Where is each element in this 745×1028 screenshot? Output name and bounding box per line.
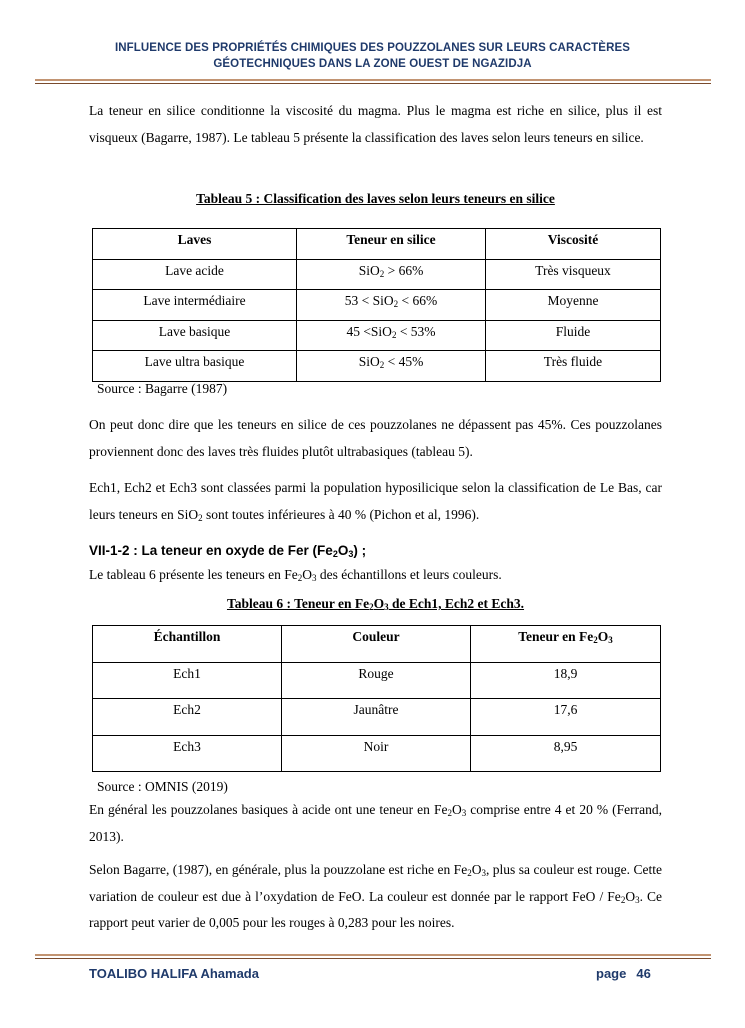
table-cell: Très fluide [486,351,661,382]
page-label: page [596,966,627,981]
table-cell: 8,95 [471,735,661,772]
table-header-cell: Teneur en silice [297,229,486,260]
table-row [93,662,661,699]
subscript: 3 [348,549,354,559]
table6-source: Source : OMNIS (2019) [97,779,228,794]
paragraph-text: Selon Bagarre, (1987), en générale, plus la pouzzolane est riche en Fe [89,862,468,877]
cell-text: < 66% [398,293,438,308]
cell-text: < 53% [396,323,436,339]
paragraph-text: Ech1, Ech2 et Ech3 sont classées parmi la population hyposilicique selon la classification de Le Bas, car leurs teneurs en SiO [89,480,662,522]
table-header-cell: Couleur [282,626,471,663]
paragraph-text: , plus sa couleur est rouge. Cette variation de couleur est due à l’oxydation de FeO. La couleur est donnée par le rapport FeO / Fe [89,862,662,904]
table-cell: Moyenne [486,290,661,321]
paragraph-text: O [451,802,462,817]
caption-text: O [373,596,385,611]
heading-text: O [337,543,349,558]
paragraph-text: comprise entre 4 et 20 % (Ferrand, 2013). [89,802,662,844]
caption-text: Tableau 6 : Teneur en Fe [226,596,370,611]
table-header-row [93,229,661,260]
table-header-cell: Échantillon [93,626,282,663]
table5-source: Source : Bagarre (1987) [97,381,228,396]
paragraph-text: O [625,888,636,904]
subscript: 3 [312,573,317,583]
subscript: 2 [620,894,626,905]
heading-text: ) ; [353,543,367,558]
table-cell: Jaunâtre [282,699,471,736]
paragraph-silica-conclusion: On peut donc dire que les teneurs en silice de ces pouzzolanes ne dépassent pas 45%. Ces pouzzolanes proviennent donc des laves très fluides plutôt ultrabasiques (tableau 5). [89,417,662,459]
table-cell: Fluide [486,320,661,351]
cell-text: SiO [358,262,380,278]
caption-text: de Ech1, Ech2 et Ech3. [388,596,525,611]
subscript: 3 [608,635,613,645]
cell-text: > 66% [384,262,424,278]
table-cell: Ech3 [93,735,282,772]
table-cell: 18,9 [471,662,661,699]
table-cell [297,320,486,351]
footer-rule-bottom [35,958,711,959]
table5 [92,228,661,382]
paragraph-fe2o3-range [89,797,662,850]
table-row [93,351,661,382]
table6 [92,625,661,772]
paragraph-table6-intro [89,564,662,585]
table-cell: Rouge [282,662,471,699]
table-cell [297,290,486,321]
table-row [93,699,661,736]
page-number: 46 [636,966,651,981]
footer-rule-top [35,954,711,956]
header-text: O [597,629,609,644]
table6-caption [89,596,662,612]
paragraph-text: O [471,862,482,877]
section-heading [89,543,366,558]
table-cell: Noir [282,735,471,772]
paragraph-text: O [302,567,313,582]
paragraph-color-ratio [89,857,662,937]
subscript: 2 [593,635,598,645]
subscript: 2 [369,602,374,612]
subscript: 2 [467,868,472,878]
table-cell: Lave basique [93,320,297,351]
subscript: 2 [393,299,399,309]
subscript: 2 [391,329,397,340]
header-line-1: INFLUENCE DES PROPRIÉTÉS CHIMIQUES DES POUZZOLANES SUR LEURS CARACTÈRES [114,42,631,54]
paragraph-text: sont toutes inférieures à 40 % (Pichon et al, 1996). [202,506,480,522]
table-row [93,259,661,290]
table-cell: Ech2 [93,699,282,736]
table-cell: 17,6 [471,699,661,736]
footer-author: TOALIBO HALIFA Ahamada [89,966,259,981]
paragraph-silica-viscosity: La teneur en silice conditionne la viscosité du magma. Plus le magma est riche en silice, plus il est visqueux (Bagarre, 1987). Le tableau 5 présente la classification des laves selon leurs teneurs en silice. [89,103,662,145]
table-header-row [93,626,661,663]
header-rule-bottom [35,83,711,84]
subscript: 2 [379,360,385,370]
table-cell: Très visqueux [486,259,661,290]
paragraph-text: En général les pouzzolanes basiques à acide ont une teneur en Fe [89,802,448,817]
paragraph-hyposilicic [89,475,662,528]
cell-text: 53 < SiO [344,293,394,308]
table-row [93,320,661,351]
table-cell [297,351,486,382]
paragraph-text: Le tableau 6 présente les teneurs en Fe [89,567,298,582]
table-header-cell [471,626,661,663]
table-row [93,735,661,772]
header-text: Teneur en Fe [518,629,594,644]
subscript: 3 [384,602,389,612]
header-rule-top [35,79,711,81]
subscript: 3 [635,894,640,905]
subscript: 3 [461,808,467,818]
subscript: 2 [297,573,303,583]
table-cell: Ech1 [93,662,282,699]
table-cell [297,259,486,290]
table5-caption: Tableau 5 : Classification des laves selon leurs teneurs en silice [196,191,555,206]
subscript: 2 [379,268,385,279]
table-header-cell: Viscosité [486,229,661,260]
heading-text: VII-1-2 : La teneur en oxyde de Fer (Fe [89,543,333,558]
header-line-2: GÉOTECHNIQUES DANS LA ZONE OUEST DE NGAZIDJA [213,58,532,70]
table-row [93,290,661,321]
table-cell: Lave ultra basique [93,351,297,382]
document-header [60,40,685,72]
subscript: 2 [198,512,203,523]
paragraph-text: . Ce rapport peut varier de 0,005 pour les rouges à 0,283 pour les noires. [89,888,663,930]
footer-page [596,966,651,981]
subscript: 2 [447,808,452,818]
cell-text: < 45% [384,354,424,369]
subscript: 2 [332,549,338,559]
table-header-cell: Laves [93,229,297,260]
table-cell: Lave acide [93,259,297,290]
table-cell: Lave intermédiaire [93,290,297,321]
cell-text: 45 <SiO [346,323,392,339]
paragraph-text: des échantillons et leurs couleurs. [316,567,502,582]
cell-text: SiO [358,354,380,369]
subscript: 3 [481,868,486,878]
